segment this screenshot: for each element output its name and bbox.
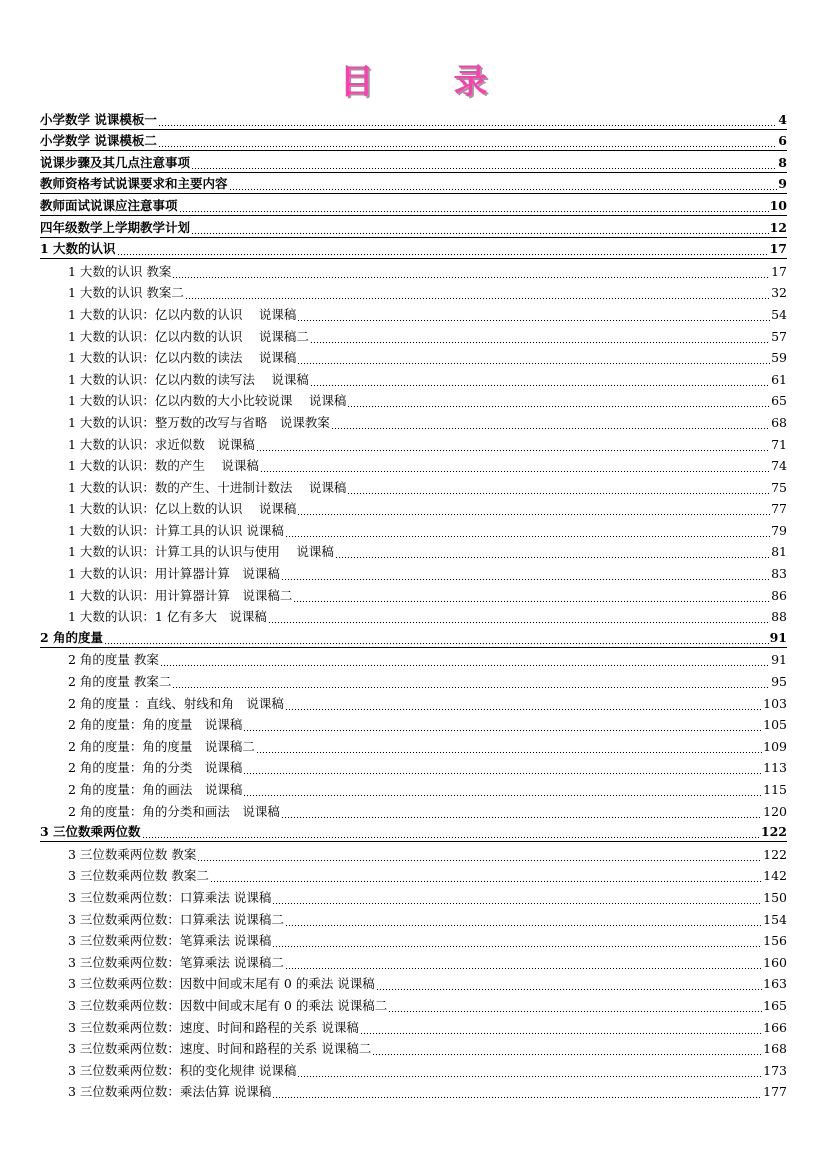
- dot-leader: [229, 177, 778, 191]
- toc-section-entry[interactable]: [40, 950, 787, 972]
- dot-leader: [331, 416, 770, 430]
- toc-entry-title: 2 角的度量：角的度量 说课稿: [68, 717, 243, 733]
- toc-section-entry[interactable]: [40, 324, 787, 346]
- toc-entry-page-number: 120: [763, 803, 787, 819]
- dot-leader: [272, 934, 762, 948]
- toc-section-entry[interactable]: [40, 389, 787, 411]
- toc-entry-title: 1 大数的认识：亿以内数的大小比较说课 说课稿: [68, 393, 347, 409]
- toc-chapter-entry[interactable]: [40, 151, 787, 173]
- toc-section-entry[interactable]: [40, 734, 787, 756]
- toc-entry-title: 2 角的度量 ：直线、射线和角 说课稿: [68, 695, 284, 711]
- toc-section-entry[interactable]: [40, 281, 787, 303]
- toc-entry-title: 3 三位数乘两位数：笔算乘法 说课稿二: [68, 954, 284, 970]
- toc-section-entry[interactable]: [40, 561, 787, 583]
- dot-leader: [160, 653, 770, 667]
- toc-entry-page-number: 113: [763, 760, 787, 776]
- toc-entry-title: 说课步骤及其几点注意事项: [40, 154, 191, 170]
- toc-entry-title: 1 大数的认识：用计算器计算 说课稿: [68, 566, 280, 582]
- toc-entry-title: 1 大数的认识：计算工具的认识与使用 说课稿: [68, 544, 334, 560]
- toc-section-entry[interactable]: [40, 842, 787, 864]
- toc-entry-page-number: 57: [771, 328, 787, 344]
- toc-entry-page-number: 8: [778, 154, 787, 170]
- toc-section-entry[interactable]: [40, 756, 787, 778]
- toc-chapter-entry[interactable]: [40, 821, 787, 843]
- toc-entry-page-number: 75: [771, 479, 787, 495]
- toc-section-entry[interactable]: [40, 777, 787, 799]
- toc-section-entry[interactable]: [40, 713, 787, 735]
- dot-leader: [297, 502, 770, 516]
- dot-leader: [347, 481, 770, 495]
- toc-chapter-entry[interactable]: [40, 238, 787, 260]
- dot-leader: [293, 589, 770, 603]
- dot-leader: [335, 545, 770, 559]
- toc-entry-page-number: 10: [769, 197, 787, 213]
- toc-entry-title: 2 角的度量：角的画法 说课稿: [68, 782, 243, 797]
- toc-entry-page-number: 154: [763, 911, 787, 927]
- toc-chapter-entry[interactable]: [40, 108, 787, 130]
- toc-chapter-entry[interactable]: [40, 194, 787, 216]
- toc-section-entry[interactable]: [40, 605, 787, 627]
- dot-leader: [285, 524, 770, 538]
- toc-entry-page-number: 156: [763, 933, 787, 949]
- toc-entry-title: 1 大数的认识：整万数的改写与省略 说课教案: [68, 414, 330, 430]
- dot-leader: [285, 913, 762, 927]
- toc-entry-title: 3 三位数乘两位数：积的变化规律 说课稿: [68, 1062, 297, 1078]
- toc-entry-title: 2 角的度量 教案二: [68, 674, 172, 690]
- toc-section-entry[interactable]: [40, 1037, 787, 1059]
- toc-section-entry[interactable]: [40, 367, 787, 389]
- dot-leader: [310, 330, 770, 344]
- dot-leader: [297, 1064, 762, 1078]
- toc-entry-title: 1 大数的认识: [40, 241, 116, 257]
- toc-section-entry[interactable]: [40, 346, 787, 368]
- toc-entry-page-number: 83: [771, 566, 787, 582]
- toc-entry-title: 四年级数学上学期教学计划: [40, 219, 191, 235]
- toc-entry-title: 1 大数的认识 教案二: [68, 285, 184, 301]
- dot-leader: [297, 308, 770, 322]
- toc-entry-page-number: 79: [771, 522, 787, 538]
- toc-entry-title: 2 角的度量: [40, 629, 104, 645]
- toc-entry-title: 3 三位数乘两位数：因数中间或末尾有 0 的乘法 说课稿二: [68, 997, 388, 1013]
- toc-chapter-entry[interactable]: [40, 626, 787, 648]
- toc-entry-page-number: 122: [760, 824, 787, 840]
- toc-entry-page-number: 166: [763, 1019, 787, 1035]
- toc-entry-title: 2 角的度量：角的分类 说课稿: [68, 760, 243, 776]
- toc-entry-title: 1 大数的认识：亿以内数的认识 说课稿二: [68, 328, 309, 344]
- toc-entry-title: 3 三位数乘两位数：速度、时间和路程的关系 说课稿二: [68, 1041, 372, 1057]
- toc-entry-title: 3 三位数乘两位数：口算乘法 说课稿二: [68, 911, 284, 927]
- toc-section-entry[interactable]: [40, 864, 787, 886]
- toc-entry-page-number: 173: [763, 1062, 787, 1078]
- dot-leader: [243, 761, 762, 775]
- toc-section-entry[interactable]: [40, 1058, 787, 1080]
- toc-section-entry[interactable]: [40, 885, 787, 907]
- dot-leader: [281, 567, 770, 581]
- toc-entry-title: 3 三位数乘两位数：因数中间或末尾有 0 的乘法 说课稿: [68, 976, 375, 992]
- dot-leader: [117, 242, 769, 256]
- dot-leader: [191, 156, 777, 170]
- toc-entry-title: 1 大数的认识：数的产生 说课稿: [68, 458, 259, 474]
- dot-leader: [285, 956, 762, 970]
- dot-leader: [272, 1085, 762, 1099]
- toc-entry-page-number: 177: [763, 1084, 787, 1100]
- toc-entry-title: 3 三位数乘两位数：速度、时间和路程的关系 说课稿: [68, 1019, 359, 1035]
- toc-entry-title: 3 三位数乘两位数：乘法估算 说课稿: [68, 1084, 272, 1100]
- dot-leader: [388, 999, 762, 1013]
- toc-section-entry[interactable]: [40, 1080, 787, 1102]
- toc-entry-title: 小学数学 说课模板一: [40, 111, 157, 127]
- toc-section-entry[interactable]: [40, 583, 787, 605]
- toc-section-entry[interactable]: [40, 475, 787, 497]
- toc-entry-title: 1 大数的认识 教案: [68, 263, 172, 279]
- dot-leader: [272, 891, 762, 905]
- toc-entry-title: 3 三位数乘两位数 教案: [68, 846, 197, 862]
- toc-entry-page-number: 4: [778, 111, 787, 127]
- dot-leader: [268, 610, 770, 624]
- toc-section-entry[interactable]: [40, 454, 787, 476]
- dot-leader: [281, 805, 762, 819]
- toc-entry-page-number: 122: [763, 846, 787, 862]
- toc-entry-title: 3 三位数乘两位数 教案二: [68, 868, 209, 884]
- toc-chapter-entry[interactable]: [40, 173, 787, 195]
- toc-entry-page-number: 165: [763, 997, 787, 1013]
- toc-entry-page-number: 95: [771, 674, 787, 690]
- toc-entry-page-number: 74: [771, 458, 787, 474]
- page-title: 目 录: [339, 62, 522, 102]
- toc-entry-page-number: 150: [763, 889, 787, 905]
- dot-leader: [172, 265, 770, 279]
- toc-entry-page-number: 86: [771, 587, 787, 603]
- toc-entry-title: 1 大数的认识：求近似数 说课稿: [68, 436, 255, 452]
- toc-entry-page-number: 65: [771, 393, 787, 409]
- dot-leader: [260, 459, 770, 473]
- dot-leader: [256, 438, 770, 452]
- toc-entry-title: 3 三位数乘两位数：口算乘法 说课稿: [68, 889, 272, 905]
- toc-section-entry[interactable]: [40, 929, 787, 951]
- toc-section-entry[interactable]: [40, 432, 787, 454]
- dot-leader: [285, 697, 762, 711]
- toc-section-entry[interactable]: [40, 410, 787, 432]
- toc-section-entry[interactable]: [40, 972, 787, 994]
- toc-section-entry[interactable]: [40, 302, 787, 324]
- toc-entry-title: 1 大数的认识：用计算器计算 说课稿二: [68, 587, 293, 603]
- toc-section-entry[interactable]: [40, 497, 787, 519]
- toc-section-entry[interactable]: [40, 691, 787, 713]
- dot-leader: [310, 373, 770, 387]
- table-of-contents: [40, 108, 787, 1101]
- dot-leader: [158, 134, 777, 148]
- toc-entry-page-number: 71: [771, 436, 787, 452]
- toc-section-entry[interactable]: [40, 993, 787, 1015]
- dot-leader: [372, 1042, 762, 1056]
- toc-entry-page-number: 17: [769, 241, 787, 257]
- toc-entry-title: 1 大数的认识：亿以内数的读法 说课稿: [68, 350, 297, 366]
- toc-entry-page-number: 81: [771, 544, 787, 560]
- dot-leader: [172, 675, 770, 689]
- toc-entry-title: 1 大数的认识：1 亿有多大 说课稿: [68, 609, 267, 625]
- toc-section-entry[interactable]: [40, 648, 787, 670]
- toc-entry-page-number: 61: [771, 371, 787, 387]
- toc-entry-title: 小学数学 说课模板二: [40, 133, 157, 149]
- dot-leader: [104, 631, 769, 645]
- toc-entry-title: 教师面试说课应注意事项: [40, 197, 178, 213]
- toc-chapter-entry[interactable]: [40, 216, 787, 238]
- toc-entry-page-number: 91: [769, 629, 787, 645]
- toc-entry-page-number: 142: [763, 868, 787, 884]
- toc-entry-page-number: 88: [771, 609, 787, 625]
- toc-entry-title: 1 大数的认识：计算工具的认识 说课稿: [68, 522, 284, 538]
- dot-leader: [256, 740, 762, 754]
- toc-entry-title: 3 三位数乘两位数: [40, 824, 141, 840]
- toc-entry-title: 3 三位数乘两位数：笔算乘法 说课稿: [68, 933, 272, 949]
- toc-entry-title: 1 大数的认识：数的产生、十进制计数法 说课稿: [68, 479, 347, 495]
- toc-entry-title: 教师资格考试说课要求和主要内容: [40, 176, 228, 192]
- toc-section-entry[interactable]: [40, 907, 787, 929]
- toc-section-entry[interactable]: [40, 1015, 787, 1037]
- dot-leader: [158, 113, 777, 127]
- toc-entry-page-number: 103: [763, 695, 787, 711]
- dot-leader: [360, 1021, 762, 1035]
- dot-leader: [191, 221, 769, 235]
- toc-entry-page-number: 163: [763, 976, 787, 992]
- toc-section-entry[interactable]: [40, 259, 787, 281]
- toc-entry-page-number: 91: [771, 652, 787, 668]
- toc-chapter-entry[interactable]: [40, 130, 787, 152]
- dot-leader: [185, 286, 770, 300]
- toc-entry-title: 1 大数的认识：亿以内数的认识 说课稿: [68, 306, 297, 322]
- toc-entry-page-number: 17: [771, 263, 787, 279]
- dot-leader: [210, 869, 762, 883]
- toc-entry-page-number: 9: [778, 176, 787, 192]
- toc-entry-title: 1 大数的认识：亿以内数的读写法 说课稿: [68, 371, 309, 387]
- toc-section-entry[interactable]: [40, 540, 787, 562]
- dot-leader: [179, 199, 769, 213]
- toc-entry-title: 1 大数的认识：亿以上数的认识 说课稿: [68, 501, 297, 517]
- dot-leader: [297, 351, 770, 365]
- toc-entry-page-number: 32: [771, 285, 787, 301]
- dot-leader: [243, 718, 762, 732]
- toc-entry-page-number: 12: [769, 219, 787, 235]
- toc-entry-page-number: 59: [771, 350, 787, 366]
- toc-entry-page-number: 54: [771, 306, 787, 322]
- toc-section-entry[interactable]: [40, 799, 787, 821]
- toc-entry-title: 2 角的度量：角的分类和画法 说课稿: [68, 803, 280, 819]
- dot-leader: [197, 848, 762, 862]
- dot-leader: [347, 394, 770, 408]
- dot-leader: [376, 977, 762, 991]
- toc-entry-page-number: 115: [763, 782, 787, 797]
- toc-entry-page-number: 6: [778, 133, 787, 149]
- toc-entry-title: 2 角的度量：角的度量 说课稿二: [68, 738, 255, 754]
- toc-section-entry[interactable]: [40, 669, 787, 691]
- toc-entry-page-number: 105: [763, 717, 787, 733]
- dot-leader: [243, 783, 762, 797]
- toc-entry-page-number: 168: [763, 1041, 787, 1057]
- toc-entry-page-number: 77: [771, 501, 787, 517]
- dot-leader: [142, 825, 760, 839]
- toc-entry-title: 2 角的度量 教案: [68, 652, 159, 668]
- toc-entry-page-number: 160: [763, 954, 787, 970]
- toc-entry-page-number: 109: [763, 738, 787, 754]
- toc-entry-page-number: 68: [771, 414, 787, 430]
- toc-section-entry[interactable]: [40, 518, 787, 540]
